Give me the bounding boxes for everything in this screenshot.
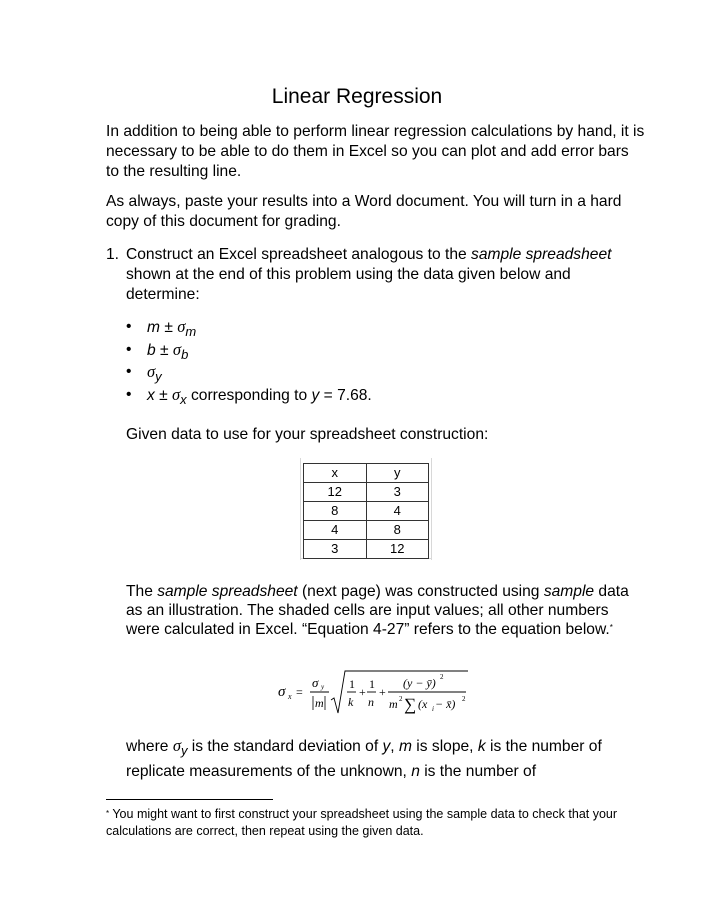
eq-one: 1	[349, 677, 355, 691]
item-text-b: shown at the end of this problem using the data given below and determine:	[126, 266, 571, 303]
item-number: 1.	[106, 246, 120, 263]
intro-text-2: As always, paste your results into a Word document. You will turn in a hard copy of this document for grading.	[106, 193, 622, 230]
table-row	[304, 521, 429, 540]
where-text-3: ,	[390, 738, 399, 755]
cell-x: 8	[304, 502, 367, 521]
given-data-table	[303, 463, 429, 559]
cell-y: 8	[366, 521, 429, 540]
eq-m-squared: m	[389, 697, 398, 711]
where-text-5: is the number of replicate measurements of the unknown,	[126, 738, 602, 780]
table-row	[304, 502, 429, 521]
var-k: k	[477, 738, 486, 755]
bullet-marker: •	[126, 340, 132, 358]
item-text-a: Construct an Excel spreadsheet analogous to the	[126, 246, 472, 263]
sample-spreadsheet-paragraph	[126, 582, 631, 639]
eq-equals: =	[296, 685, 303, 699]
cell-y: 4	[366, 502, 429, 521]
eq-sub-i: i	[432, 705, 434, 713]
header-x: x	[304, 464, 367, 483]
eq-sigma-y: σ	[312, 675, 319, 690]
eq-plus: +	[359, 685, 366, 699]
footnote	[106, 806, 626, 840]
sheet-gridline	[300, 458, 301, 560]
bullet-marker: •	[126, 318, 132, 335]
cell-x: 12	[304, 483, 367, 502]
intro-paragraph-2	[106, 192, 646, 232]
header-y: y	[366, 464, 429, 483]
cell-x: 4	[304, 521, 367, 540]
sigma-symbol: σ	[177, 317, 186, 336]
cell-y: 12	[366, 540, 429, 559]
intro-text-1: In addition to being able to perform linear regression calculations by hand, it is necessary to be able to do them in Excel so you can plot and add error bars to the resulting line.	[106, 123, 645, 180]
where-text-4: is slope,	[411, 738, 478, 755]
plus-minus: ±	[154, 386, 173, 404]
eq-sub-y: y	[321, 683, 325, 691]
eq-sigma: σ	[278, 684, 286, 700]
var-n: n	[411, 762, 420, 780]
var-x: x	[147, 386, 155, 404]
item-text-emphasis: sample spreadsheet	[471, 246, 612, 263]
eq-sub-x: x	[288, 692, 292, 701]
sample-text-2: (next page) was constructed using	[297, 583, 544, 600]
eq-denominator-tail: − x̄)	[435, 697, 456, 711]
var-b: b	[147, 341, 156, 359]
eq-plus: +	[379, 685, 386, 699]
var-y: y	[311, 386, 320, 404]
var-m: m	[147, 319, 160, 336]
eq-denominator-square: 2	[462, 695, 466, 703]
eq-n: n	[368, 695, 374, 709]
where-text	[126, 736, 631, 782]
sample-emphasis-1: sample spreadsheet	[157, 583, 298, 600]
table-header-row	[304, 464, 429, 483]
plus-minus: ±	[160, 319, 178, 336]
sample-text-3: data as an illustration. The shaded cells are input values; all other numbers were calculated in Excel. “Equation 4-27” refers to the equation below.	[126, 583, 629, 638]
where-text-1: where	[126, 738, 173, 755]
eq-one: 1	[369, 677, 375, 691]
sheet-gridline	[431, 458, 432, 560]
table-row	[304, 483, 429, 502]
sigma-symbol: σ	[147, 362, 156, 381]
plus-minus: ±	[155, 341, 173, 359]
eq-m-exponent: 2	[399, 695, 403, 703]
eq-numerator: (y − ȳ)	[403, 676, 436, 690]
sample-text-1: The	[126, 583, 158, 600]
where-text-6: is the number of	[419, 762, 537, 780]
eq-denominator: (x	[418, 697, 428, 711]
eq-summation: ∑	[404, 695, 417, 714]
bullet-marker: •	[126, 363, 132, 380]
bullet-text-b: = 7.68.	[319, 386, 372, 404]
sigma-symbol: σ	[172, 339, 182, 359]
var-y: y	[382, 738, 391, 755]
sigma-symbol: σ	[172, 384, 181, 404]
subscript-x: x	[180, 391, 187, 407]
subscript-m: m	[185, 324, 197, 340]
footnote-marker: *	[106, 809, 110, 818]
page-title: Linear Regression	[271, 85, 443, 108]
footnote-text	[106, 806, 626, 840]
cell-y: 3	[366, 483, 429, 502]
subscript-y: y	[180, 743, 188, 759]
sigma-x-equation	[276, 666, 476, 718]
sigma-symbol: σ	[172, 736, 181, 755]
bullet-text	[147, 384, 372, 412]
bullet-marker: •	[126, 385, 132, 403]
cell-x: 3	[304, 540, 367, 559]
footnote-separator	[106, 799, 273, 800]
sample-emphasis-2: sample	[543, 583, 595, 600]
intro-paragraph-1	[106, 122, 646, 182]
var-m: m	[398, 738, 412, 755]
footnote-marker: *	[609, 623, 613, 632]
eq-numerator-square: 2	[440, 673, 444, 681]
where-paragraph	[126, 736, 631, 782]
subscript-b: b	[181, 346, 189, 362]
sample-text	[126, 582, 631, 639]
subscript-y: y	[155, 369, 162, 385]
table-row	[304, 540, 429, 559]
footnote-body: You might want to first construct your spreadsheet using the sample data to check that your calculations are correct, then repeat using the given data.	[106, 807, 618, 838]
where-text-2: is the standard deviation of	[187, 738, 383, 755]
given-data-label: Given data to use for your spreadsheet construction:	[126, 426, 489, 443]
bullet-text-a: corresponding to	[186, 386, 312, 404]
item-text	[126, 245, 626, 305]
eq-k: k	[348, 695, 354, 709]
eq-m: m	[315, 696, 324, 710]
